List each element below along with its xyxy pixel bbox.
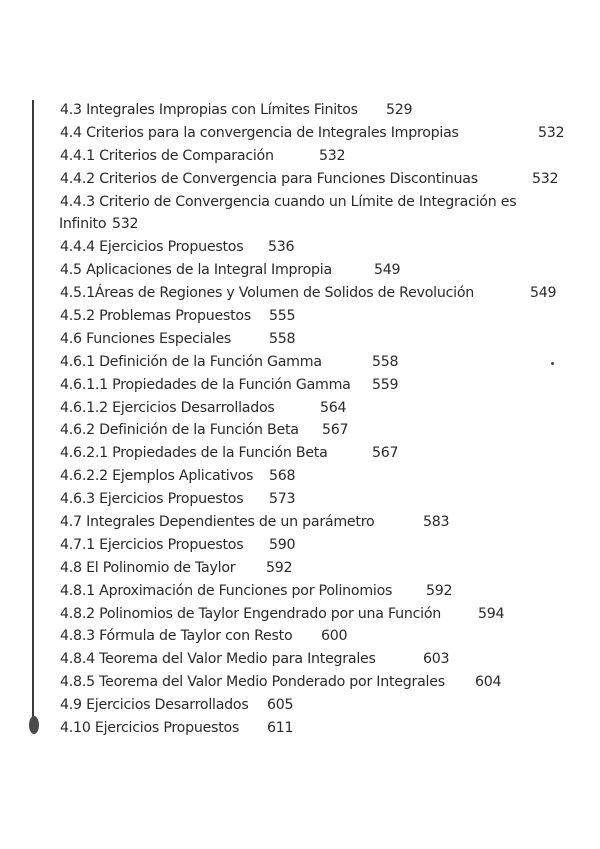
toc-entry <box>60 374 570 397</box>
toc-entry-title: 4.7 Integrales Dependientes de un parámetro <box>60 514 375 531</box>
toc-entry <box>60 694 570 717</box>
toc-entry-title: 4.4.1 Criterios de Comparación <box>60 147 274 164</box>
toc-entry-title: 4.10 Ejercicios Propuestos <box>60 720 240 737</box>
toc-entry-title: 4.4 Criterios para la convergencia de Integrales Impropias <box>60 124 459 141</box>
toc-entry <box>60 419 570 442</box>
toc-entry-page: 592 <box>266 559 293 576</box>
toc-entry <box>60 648 570 671</box>
toc-entry <box>60 122 570 145</box>
toc-entry-page: 605 <box>267 697 294 714</box>
toc-entry-title: 4.7.1 Ejercicios Propuestos <box>60 536 244 553</box>
toc-entry-title: 4.8.3 Fórmula de Taylor con Resto <box>60 628 293 645</box>
toc-entry-title: 4.5 Aplicaciones de la Integral Impropia <box>60 262 332 279</box>
toc-entry-page: 555 <box>269 308 296 325</box>
toc-entry-title: 4.5.1Áreas de Regiones y Volumen de Solidos de Revolución <box>60 285 475 302</box>
toc-entry-title: 4.6.3 Ejercicios Propuestos <box>60 491 244 508</box>
toc-entry-page: 567 <box>372 445 399 462</box>
toc-entry-title: 4.6.2.1 Propiedades de la Función Beta <box>60 445 328 462</box>
toc-entry <box>60 213 570 236</box>
toc-entry <box>60 259 570 282</box>
toc-entry-title: 4.4.3 Criterio de Convergencia cuando un Límite de Integración es <box>60 193 517 210</box>
toc-entry-page: 536 <box>268 239 295 256</box>
toc-entry <box>60 717 570 740</box>
toc-entry <box>60 534 570 557</box>
toc-entry-title: 4.8 El Polinomio de Taylor <box>60 559 236 576</box>
binding-hole <box>29 716 39 734</box>
toc-entry-title: 4.8.5 Teorema del Valor Medio Ponderado por Integrales <box>60 674 445 691</box>
toc-entry <box>60 603 570 626</box>
toc-entry <box>60 442 570 465</box>
toc-entry-page: 532 <box>532 170 559 187</box>
toc-entry-page: 611 <box>267 720 294 737</box>
toc-entry-page: 532 <box>319 147 346 164</box>
toc-entry-page: 590 <box>269 536 296 553</box>
toc-entry-page: 583 <box>423 514 450 531</box>
toc-entry <box>60 236 570 259</box>
toc-entry-page: 568 <box>269 468 296 485</box>
toc-entry <box>60 305 570 328</box>
toc-entry-page: 592 <box>426 582 453 599</box>
toc-entry <box>60 580 570 603</box>
toc-entry <box>60 488 570 511</box>
toc-entry-title: 4.6.1.2 Ejercicios Desarrollados <box>60 399 275 416</box>
toc-entry-page: 573 <box>269 491 296 508</box>
toc-entry-page: 529 <box>386 102 413 118</box>
toc-entry-page: 559 <box>372 376 399 393</box>
toc-entry <box>60 191 570 214</box>
toc-entry <box>60 397 570 420</box>
toc-entry-page: 564 <box>320 399 347 416</box>
toc-entry <box>60 671 570 694</box>
toc-entry-title: 4.4.4 Ejercicios Propuestos <box>60 239 244 256</box>
toc-entry-title: Infinito <box>59 216 107 233</box>
toc-entry <box>60 282 570 305</box>
toc-entry <box>60 99 570 122</box>
toc-entry-page: 603 <box>423 651 450 668</box>
toc-entry-title: 4.9 Ejercicios Desarrollados <box>60 697 249 714</box>
toc-entry-page: 549 <box>374 262 401 279</box>
toc-entry-title: 4.5.2 Problemas Propuestos <box>60 308 251 325</box>
toc-entry <box>60 557 570 580</box>
toc-entry-page: 558 <box>269 330 296 347</box>
toc-entry-page: 532 <box>538 124 565 141</box>
toc-entry-page: 594 <box>478 605 505 622</box>
toc-entry <box>60 168 570 191</box>
toc-entry-title: 4.6.1.1 Propiedades de la Función Gamma <box>60 376 351 393</box>
toc-entry <box>60 511 570 534</box>
toc-entry-title: 4.6.2.2 Ejemplos Aplicativos <box>60 468 254 485</box>
toc-entry-page: 532 <box>112 216 139 233</box>
toc-entry-page: 600 <box>321 628 348 645</box>
toc-entry-page: 558 <box>372 353 399 370</box>
toc-entry-title: 4.6 Funciones Especiales <box>60 330 232 347</box>
table-of-contents <box>60 99 570 740</box>
toc-entry-page: 549 <box>530 285 557 302</box>
toc-entry <box>60 351 570 374</box>
toc-entry-page: 604 <box>475 674 502 691</box>
toc-entry-title: 4.8.4 Teorema del Valor Medio para Integrales <box>60 651 376 668</box>
toc-entry <box>60 625 570 648</box>
toc-entry <box>60 465 570 488</box>
toc-entry-title: 4.4.2 Criterios de Convergencia para Funciones Discontinuas <box>60 170 478 187</box>
toc-entry-title: 4.8.1 Aproximación de Funciones por Polinomios <box>60 582 393 599</box>
toc-entry <box>60 328 570 351</box>
toc-entry-title: 4.6.2 Definición de la Función Beta <box>60 422 299 439</box>
binding-line <box>32 100 34 732</box>
toc-entry-title: 4.3 Integrales Impropias con Límites Finitos <box>60 102 358 118</box>
toc-entry-page: 567 <box>322 422 349 439</box>
toc-entry-title: 4.6.1 Definición de la Función Gamma <box>60 353 322 370</box>
toc-entry <box>60 145 570 168</box>
toc-entry-title: 4.8.2 Polinomios de Taylor Engendrado por una Función <box>60 605 442 622</box>
